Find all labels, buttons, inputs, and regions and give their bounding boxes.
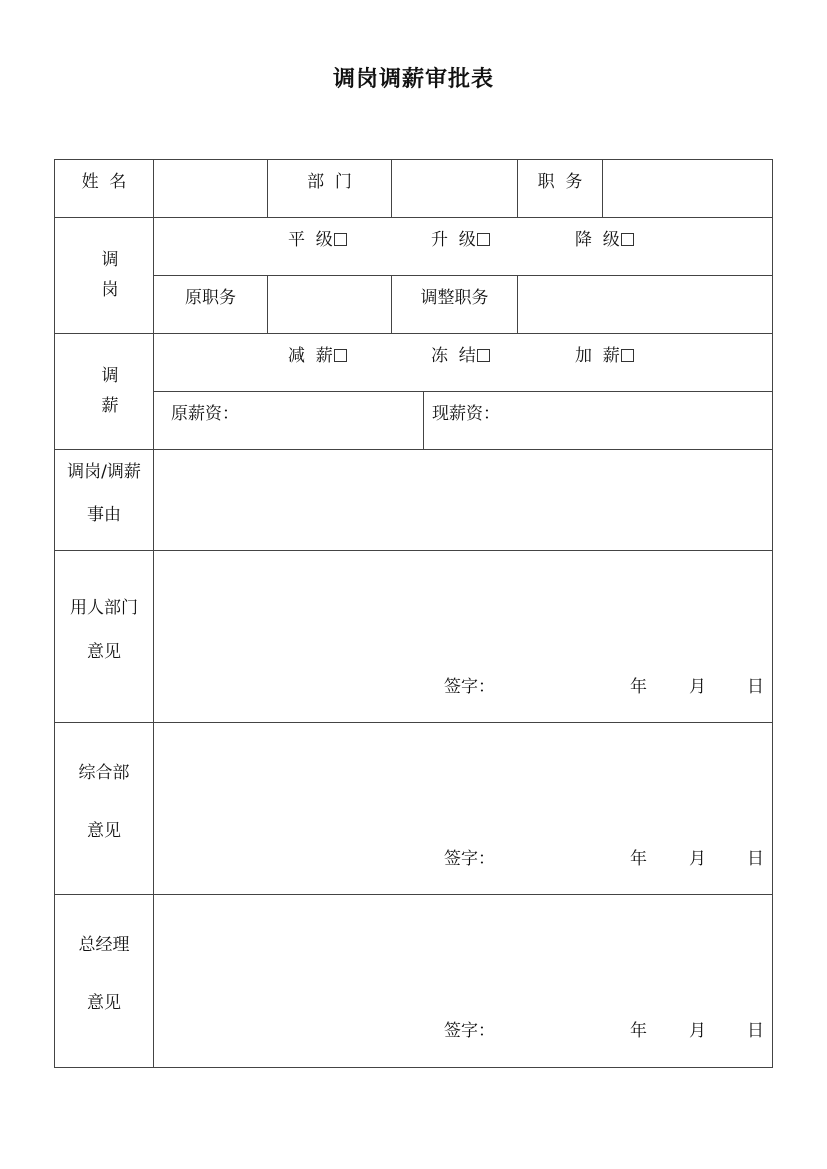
position-label: 职 务 bbox=[537, 172, 583, 192]
option-decrease-salary-label: 减 薪 bbox=[288, 346, 333, 366]
name-field[interactable] bbox=[154, 160, 267, 217]
row-divider bbox=[54, 217, 773, 218]
checkbox-icon[interactable] bbox=[477, 349, 490, 362]
option-freeze-salary[interactable] bbox=[431, 346, 490, 366]
option-promote-label: 升 级 bbox=[431, 230, 476, 250]
year-label: 年 bbox=[630, 849, 647, 869]
original-salary-label: 原薪资： bbox=[171, 404, 239, 424]
table-border-right bbox=[772, 159, 773, 1068]
current-salary-label: 现薪资： bbox=[432, 404, 500, 424]
option-freeze-salary-label: 冻 结 bbox=[431, 346, 476, 366]
salary-label-line1: 调 bbox=[101, 366, 119, 386]
day-label: 日 bbox=[747, 677, 764, 697]
checkbox-icon[interactable] bbox=[621, 349, 634, 362]
transfer-label-line2: 岗 bbox=[101, 280, 119, 300]
current-salary-field[interactable] bbox=[509, 392, 772, 449]
hiring-dept-opinion-label-line1: 用人部门 bbox=[70, 598, 138, 618]
signature-field[interactable] bbox=[504, 673, 614, 701]
option-increase-salary-label: 加 薪 bbox=[575, 346, 620, 366]
checkbox-icon[interactable] bbox=[334, 233, 347, 246]
adjusted-position-field[interactable] bbox=[518, 276, 772, 333]
month-label: 月 bbox=[689, 849, 706, 869]
reason-field[interactable] bbox=[154, 450, 772, 550]
year-label: 年 bbox=[630, 1021, 647, 1041]
signature-label: 签字： bbox=[444, 677, 495, 697]
signature-label: 签字： bbox=[444, 849, 495, 869]
col-divider bbox=[423, 391, 424, 449]
original-position-field[interactable] bbox=[268, 276, 391, 333]
gm-opinion-label-line2: 意见 bbox=[87, 993, 121, 1013]
option-decrease-salary[interactable] bbox=[288, 346, 347, 366]
option-demote-label: 降 级 bbox=[575, 230, 620, 250]
month-label: 月 bbox=[689, 677, 706, 697]
checkbox-icon[interactable] bbox=[621, 233, 634, 246]
general-dept-opinion-label-line1: 综合部 bbox=[78, 763, 130, 783]
approval-form-table bbox=[54, 159, 773, 1068]
checkbox-icon[interactable] bbox=[477, 233, 490, 246]
year-label: 年 bbox=[630, 677, 647, 697]
department-field[interactable] bbox=[392, 160, 517, 217]
reason-label-line1: 调岗/调薪 bbox=[67, 462, 141, 482]
option-demote[interactable] bbox=[575, 230, 634, 250]
original-salary-field[interactable] bbox=[244, 392, 422, 449]
gm-opinion-label-line1: 总经理 bbox=[78, 935, 130, 955]
original-position-label: 原职务 bbox=[185, 288, 236, 308]
salary-label-line2: 薪 bbox=[101, 396, 119, 416]
table-border-bottom bbox=[54, 1067, 773, 1068]
signature-label: 签字： bbox=[444, 1021, 495, 1041]
general-dept-opinion-field[interactable] bbox=[154, 723, 772, 843]
option-promote[interactable] bbox=[431, 230, 490, 250]
transfer-label-line1: 调 bbox=[101, 250, 119, 270]
day-label: 日 bbox=[747, 1021, 764, 1041]
row-divider bbox=[54, 333, 773, 334]
signature-field[interactable] bbox=[504, 1017, 614, 1045]
department-label: 部 门 bbox=[307, 172, 352, 192]
general-dept-opinion-label-line2: 意见 bbox=[87, 821, 121, 841]
name-label: 姓 名 bbox=[81, 172, 127, 192]
gm-opinion-field[interactable] bbox=[154, 895, 772, 1015]
option-same-level-label: 平 级 bbox=[288, 230, 333, 250]
form-title: 调岗调薪审批表 bbox=[332, 67, 494, 92]
position-field[interactable] bbox=[603, 160, 772, 217]
hiring-dept-opinion-label-line2: 意见 bbox=[87, 642, 121, 662]
hiring-dept-opinion-field[interactable] bbox=[154, 551, 772, 671]
month-label: 月 bbox=[689, 1021, 706, 1041]
day-label: 日 bbox=[747, 849, 764, 869]
signature-field[interactable] bbox=[504, 845, 614, 873]
checkbox-icon[interactable] bbox=[334, 349, 347, 362]
reason-label-line2: 事由 bbox=[87, 505, 121, 525]
option-increase-salary[interactable] bbox=[575, 346, 634, 366]
adjusted-position-label: 调整职务 bbox=[420, 288, 489, 308]
option-same-level[interactable] bbox=[288, 230, 347, 250]
